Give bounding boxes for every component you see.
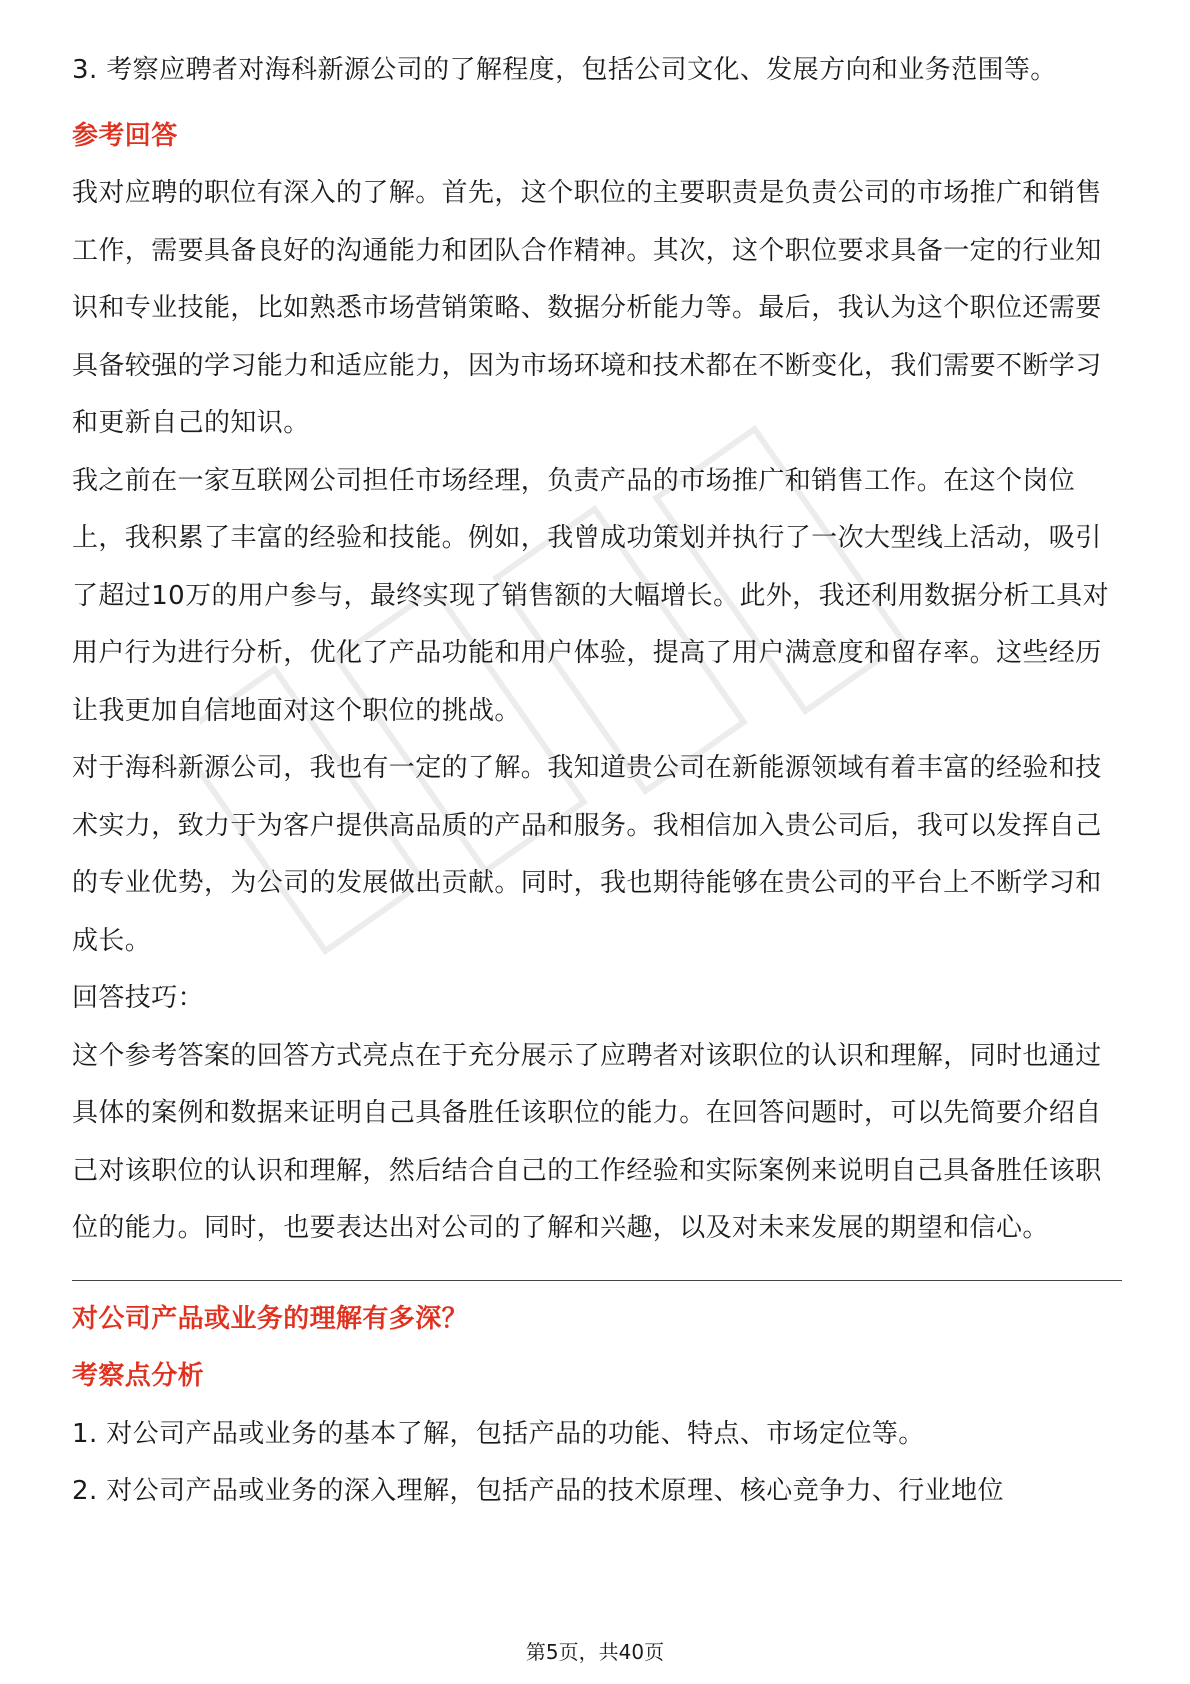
- section-divider: [72, 1280, 1122, 1281]
- question-heading: 对公司产品或业务的理解有多深？: [72, 1303, 469, 1334]
- tips-paragraph: 这个参考答案的回答方式亮点在于充分展示了应聘者对该职位的认识和理解，同时也通过具体的案例和数据来证明自己具备胜任该职位的能力。在回答问题时，可以先简要介绍自己对该职位的认识和理解，然后结合自己的工作经验和实际案例来说明自己具备胜任该职位的能力。同时，也要表达出对公司的了解和兴趣，以及对未来发展的期望和信心。: [72, 1040, 1102, 1243]
- analysis-item-1: 1. 对公司产品或业务的基本了解，包括产品的功能、特点、市场定位等。: [72, 1418, 925, 1449]
- reference-answer-heading: 参考回答: [72, 120, 178, 151]
- analysis-item-2: 2. 对公司产品或业务的深入理解，包括产品的技术原理、核心竞争力、行业地位: [72, 1476, 1004, 1506]
- page-number: 第5页，共40页: [525, 1640, 665, 1664]
- tips-label: 回答技巧：: [72, 983, 205, 1013]
- document-body: [72, 42, 1122, 1521]
- answer-paragraph-3: 对于海科新源公司，我也有一定的了解。我知道贵公司在新能源领域有着丰富的经验和技术实力，致力于为客户提供高品质的产品和服务。我相信加入贵公司后，我可以发挥自己的专业优势，为公司的发展做出贡献。同时，我也期待能够在贵公司的平台上不断学习和成长。: [72, 753, 1102, 956]
- answer-paragraph-1: 我对应聘的职位有深入的了解。首先，这个职位的主要职责是负责公司的市场推广和销售工作，需要具备良好的沟通能力和团队合作精神。其次，这个职位要求具备一定的行业知识和专业技能，比如熟悉市场营销策略、数据分析能力等。最后，我认为这个职位还需要具备较强的学习能力和适应能力，因为市场环境和技术都在不断变化，我们需要不断学习和更新自己的知识。: [72, 178, 1102, 438]
- analysis-heading: 考察点分析: [72, 1361, 205, 1391]
- answer-paragraph-2: 我之前在一家互联网公司担任市场经理，负责产品的市场推广和销售工作。在这个岗位上，我积累了丰富的经验和技能。例如，我曾成功策划并执行了一次大型线上活动，吸引了超过10万的用户参与，最终实现了销售额的大幅增长。此外，我还利用数据分析工具对用户行为进行分析，优化了产品功能和用户体验，提高了用户满意度和留存率。这些经历让我更加自信地面对这个职位的挑战。: [72, 465, 1110, 726]
- paragraph-item-3: 3. 考察应聘者对海科新源公司的了解程度，包括公司文化、发展方向和业务范围等。: [72, 55, 1057, 85]
